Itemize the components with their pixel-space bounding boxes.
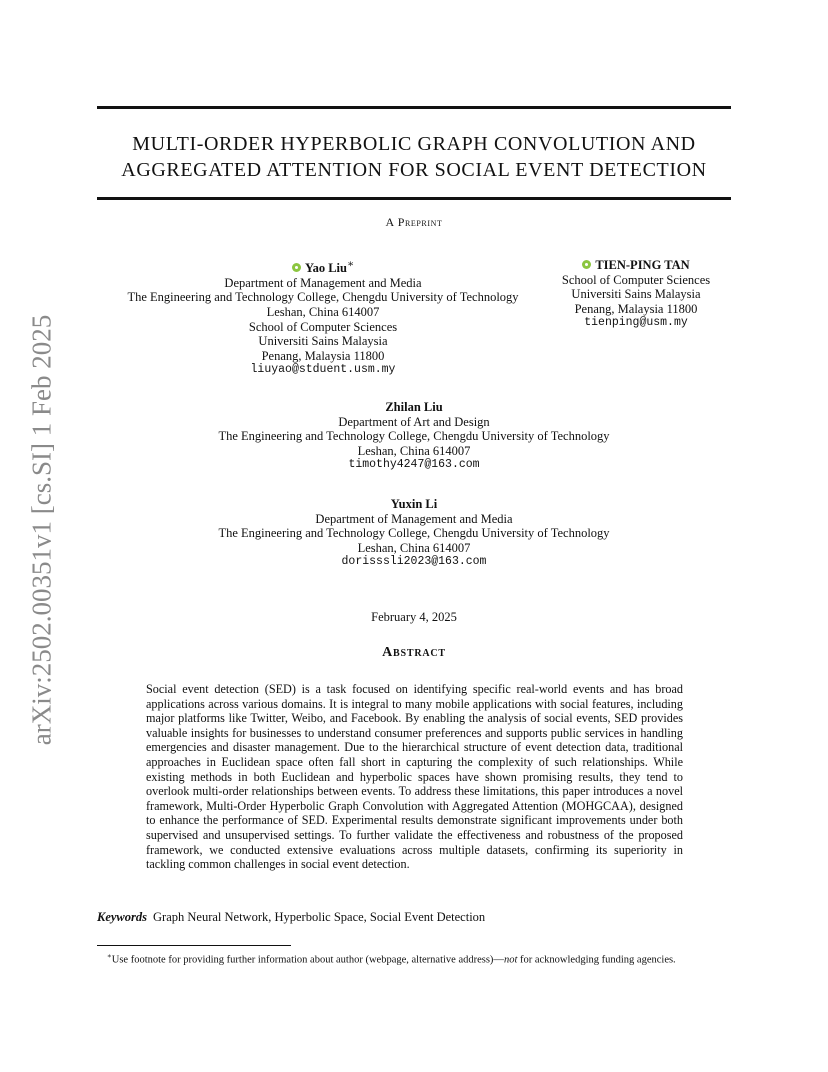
title-line-2: AGGREGATED ATTENTION FOR SOCIAL EVENT DETECTION [121, 159, 707, 181]
author-name: Yuxin Li [390, 497, 438, 511]
affiliation-line: Department of Art and Design [338, 414, 490, 429]
affiliation-line: The Engineering and Technology College, Chengdu University of Technology [218, 526, 610, 541]
author-email[interactable]: dorisssli2023@163.com [341, 555, 487, 569]
abstract-heading: Abstract [382, 645, 446, 660]
affiliation-line: Department of Management and Media [224, 275, 422, 290]
author-email[interactable]: liuyao@stduent.usm.my [250, 363, 396, 377]
footnote-text-before: Use footnote for providing further information about author (webpage, alternative address)— [111, 954, 504, 966]
affiliation-line: Leshan, China 614007 [266, 304, 380, 319]
author-email[interactable]: timothy4247@163.com [348, 458, 480, 472]
author-block-4 [160, 497, 668, 570]
title-line-1: MULTI-ORDER HYPERBOLIC GRAPH CONVOLUTION AND [132, 133, 696, 155]
affiliation-line: Leshan, China 614007 [357, 443, 471, 458]
author-name: TIEN-PING TAN [595, 258, 690, 272]
author-footnote-marker: ∗ [346, 259, 355, 270]
affiliation-line: The Engineering and Technology College, Chengdu University of Technology [127, 290, 519, 305]
footnote-text-after: for acknowledging funding agencies. [517, 954, 676, 966]
orcid-icon[interactable] [582, 260, 591, 269]
keywords-label: Keywords [97, 910, 147, 924]
footnote-rule [97, 945, 291, 946]
abstract-text: Social event detection (SED) is a task focused on identifying specific real-world events and has broad applications across various domains. It is integral to many mobile applications with social features, including major platforms like Twitter, Weibo, and Facebook. By enabling the analysis of social events, SED provides valuable insights for businesses to understand consumer preferences and supports public services in handling emergencies and disaster management. Due to the hierarchical structure of event detection data, traditional approaches in Euclidean space often fall short in capturing the complexity of such relationships. While existing methods in both Euclidean and hyperbolic spaces have shown promising results, they tend to overlook multi-order relationships between events. To address these limitations, this paper introduces a novel framework, Multi-Order Hyperbolic Graph Convolution with Aggregated Attention (MOHGCAA), designed to enhance the performance of SED. Experimental results demonstrate significant improvements under both supervised and unsupervised settings. To further validate the effectiveness and robustness of the proposed framework, we conducted extensive evaluations across multiple datasets, confirming its superiority in tackling common challenges in social event detection. [146, 682, 683, 872]
author-block-2 [548, 258, 724, 331]
title-rule-bottom [97, 197, 731, 200]
keywords-line [97, 910, 731, 925]
footnote-emphasis: not [503, 954, 518, 966]
affiliation-line: Penang, Malaysia 11800 [261, 348, 385, 363]
affiliation-line: Universiti Sains Malaysia [571, 287, 701, 302]
affiliation-line: School of Computer Sciences [248, 319, 398, 334]
author-block-3 [160, 400, 668, 473]
footnote-marker: ∗ [107, 952, 112, 960]
paper-title [97, 131, 731, 183]
author-block-1 [110, 258, 536, 378]
author-email[interactable]: tienping@usm.my [584, 316, 688, 330]
orcid-icon[interactable] [292, 263, 301, 272]
title-rule-top [97, 106, 731, 109]
affiliation-line: Penang, Malaysia 11800 [574, 301, 698, 316]
author-name: Yao Liu [304, 261, 347, 276]
publication-date: February 4, 2025 [371, 610, 457, 624]
affiliation-line: The Engineering and Technology College, Chengdu University of Technology [218, 429, 610, 444]
arxiv-stamp: arXiv:2502.00351v1 [cs.SI] 1 Feb 2025 [26, 314, 57, 746]
footnote [97, 950, 731, 967]
affiliation-line: Department of Management and Media [315, 511, 513, 526]
preprint-label: A Preprint [385, 215, 443, 229]
affiliation-line: School of Computer Sciences [561, 272, 711, 287]
author-name: Zhilan Liu [385, 400, 443, 414]
affiliation-line: Leshan, China 614007 [357, 540, 471, 555]
keywords-text: Graph Neural Network, Hyperbolic Space, Social Event Detection [153, 910, 486, 924]
affiliation-line: Universiti Sains Malaysia [258, 334, 388, 349]
